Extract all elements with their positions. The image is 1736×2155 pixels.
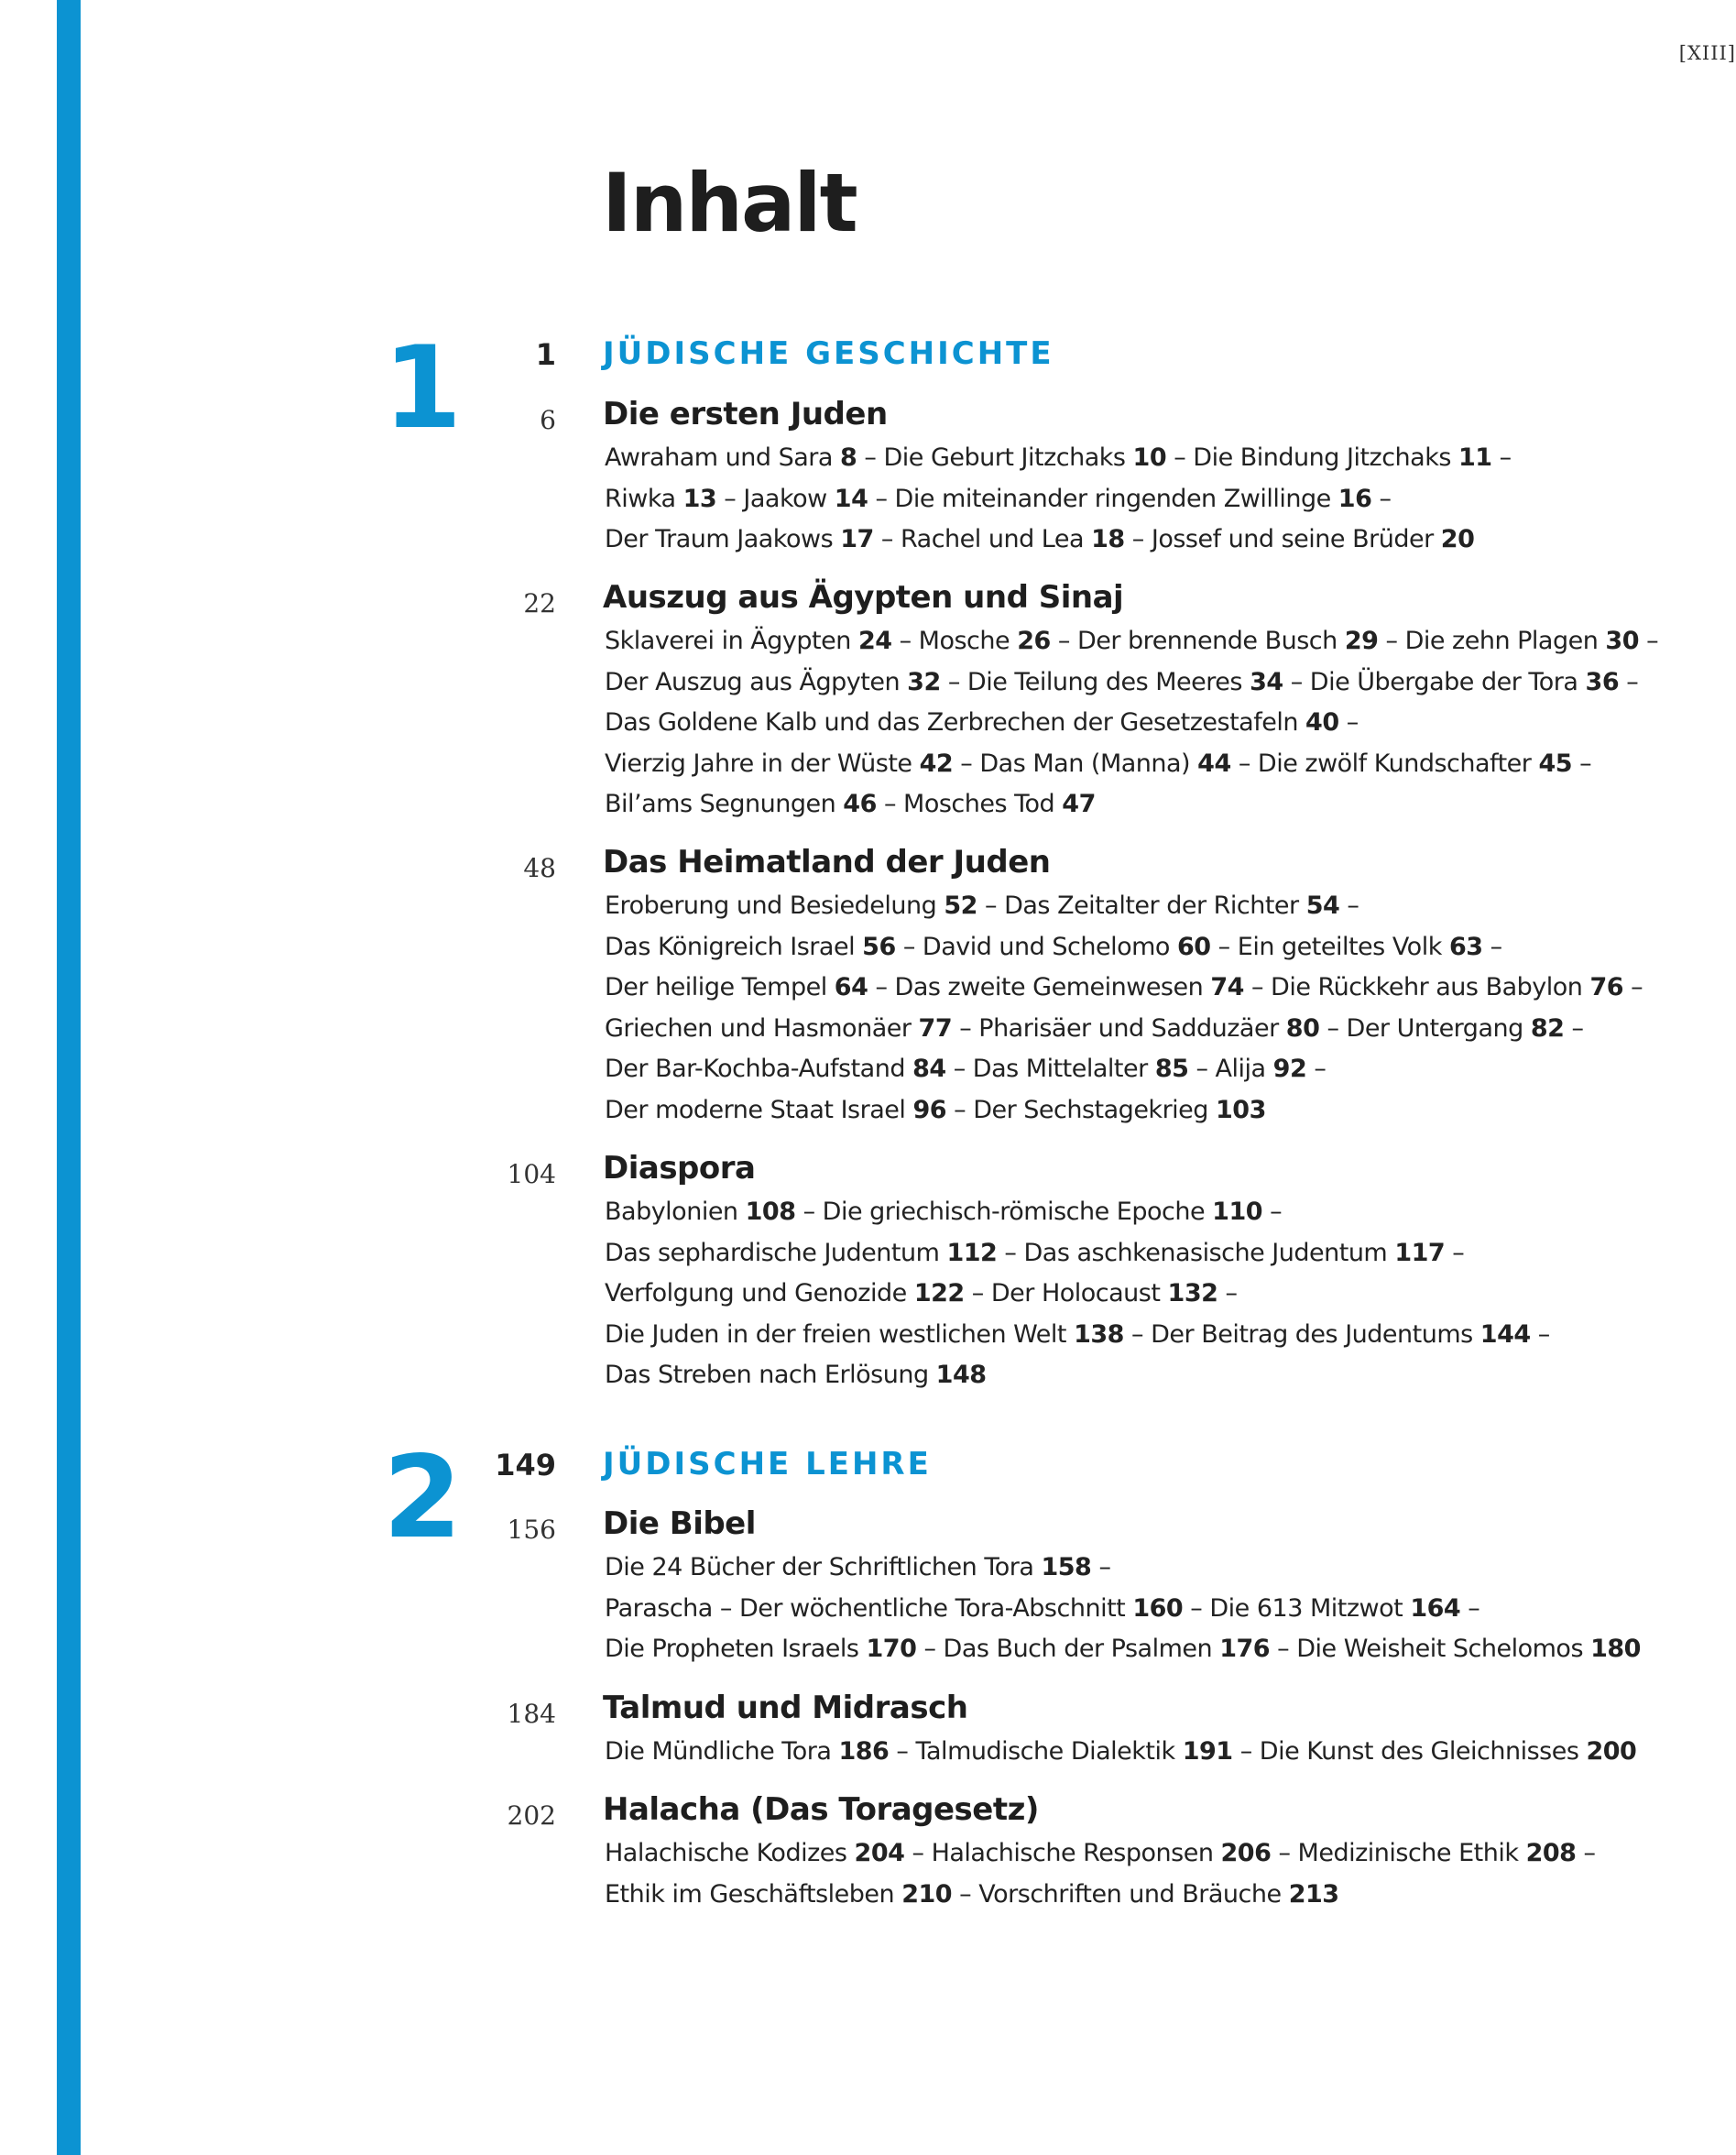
topic-line (605, 1355, 1550, 1396)
topic-page-number[interactable]: 45 (1538, 749, 1573, 778)
topic-text: Awraham und Sara (605, 443, 841, 472)
topic-text: – Der Untergang (1319, 1013, 1531, 1043)
topic-text: – Die Übergabe der Tora (1283, 667, 1586, 696)
topic-page-number[interactable]: 132 (1167, 1279, 1218, 1307)
topic-page-number[interactable]: 160 (1132, 1593, 1184, 1623)
topic-line (605, 520, 1512, 561)
chapter-topics (605, 1548, 1641, 1670)
topic-text: – Das Zeitalter der Richter (977, 892, 1306, 920)
topic-text: Der heilige Tempel (605, 973, 835, 1001)
topic-text: – Mosches Tod (876, 790, 1063, 818)
topic-text: – Der brennende Busch (1050, 627, 1345, 655)
topic-page-number[interactable]: 74 (1210, 973, 1244, 1001)
chapter-page-number: 202 (507, 1800, 556, 1831)
topic-page-number[interactable]: 36 (1585, 667, 1620, 696)
page-edge-color-bar (57, 0, 81, 2155)
topic-text: Eroberung und Besiedelung (605, 892, 944, 920)
topic-text: – (1371, 484, 1392, 513)
topic-page-number[interactable]: 8 (840, 443, 857, 472)
part-page-number: 149 (495, 1448, 556, 1482)
page-number-folio: [XIII] (1678, 42, 1736, 64)
topic-line (605, 1233, 1550, 1274)
topic-line (605, 1009, 1643, 1050)
topic-page-number[interactable]: 64 (834, 973, 868, 1001)
topic-text: – Das zweite Gemeinwesen (868, 973, 1211, 1001)
topic-text: – Pharisäer und Sadduzäer (952, 1013, 1286, 1043)
topic-page-number[interactable]: 176 (1219, 1635, 1271, 1663)
topic-text: – Der Holocaust (964, 1279, 1168, 1307)
topic-text: – Jaakow (716, 484, 835, 513)
topic-text: Der Traum Jaakows (605, 525, 841, 553)
topic-page-number[interactable]: 46 (843, 790, 877, 818)
part-number-2: 2 (383, 1432, 463, 1564)
topic-page-number[interactable]: 148 (935, 1361, 987, 1389)
chapter-title[interactable]: Diaspora (603, 1150, 756, 1187)
topic-text: Das Königreich Israel (605, 932, 863, 961)
topic-text: – Rachel und Lea (873, 525, 1092, 553)
topic-page-number[interactable]: 158 (1041, 1553, 1092, 1581)
topic-line (605, 744, 1658, 785)
topic-text: – (1217, 1279, 1238, 1307)
topic-page-number[interactable]: 76 (1589, 973, 1624, 1001)
chapter-page-number: 156 (507, 1515, 556, 1545)
topic-text: – Der Beitrag des Judentums (1123, 1319, 1480, 1349)
topic-text: – David und Schelomo (895, 932, 1178, 961)
topic-text: – Halachische Responsen (904, 1839, 1221, 1867)
topic-line (605, 886, 1643, 927)
topic-text: – Jossef und seine Brüder (1124, 525, 1441, 553)
topic-page-number[interactable]: 77 (918, 1013, 953, 1043)
topic-line (605, 438, 1512, 479)
chapter-topics (605, 1732, 1636, 1773)
part-number-1: 1 (383, 323, 463, 454)
topic-line (605, 1833, 1596, 1875)
topic-text: Das sephardische Judentum (605, 1238, 947, 1267)
topic-page-number[interactable]: 80 (1285, 1013, 1320, 1043)
topic-page-number[interactable]: 210 (901, 1879, 953, 1909)
topic-page-number[interactable]: 96 (912, 1095, 947, 1124)
topic-page-number[interactable]: 29 (1344, 627, 1379, 655)
topic-text: – Talmudische Dialektik (889, 1737, 1183, 1766)
topic-page-number[interactable]: 32 (907, 667, 941, 696)
part-heading-2[interactable] (0, 1444, 1736, 1484)
topic-text: – (1623, 973, 1643, 1001)
chapter-title[interactable]: Die ersten Juden (603, 396, 888, 432)
topic-page-number[interactable]: 47 (1062, 790, 1096, 818)
topic-text: – Die miteinander ringenden Zwillinge (868, 484, 1338, 513)
topic-page-number[interactable]: 112 (946, 1238, 998, 1267)
topic-line (605, 1274, 1550, 1315)
topic-page-number[interactable]: 138 (1074, 1319, 1124, 1349)
topic-page-number[interactable]: 144 (1479, 1319, 1531, 1349)
chapter-page-number: 184 (507, 1699, 556, 1729)
topic-line (605, 1875, 1596, 1916)
topic-text: – Ein geteiltes Volk (1210, 932, 1449, 961)
topic-text: Der moderne Staat Israel (605, 1095, 913, 1124)
topic-text: – (1338, 708, 1359, 737)
topic-page-number[interactable]: 92 (1272, 1055, 1307, 1083)
topic-page-number[interactable]: 26 (1017, 627, 1051, 655)
topic-text: – (1091, 1553, 1111, 1581)
topic-page-number[interactable]: 44 (1197, 749, 1231, 778)
topic-text: Halachische Kodizes (605, 1839, 855, 1867)
topic-text: – (1460, 1593, 1480, 1623)
topic-page-number[interactable]: 42 (919, 749, 954, 778)
topic-text: – (1339, 892, 1359, 920)
topic-page-number[interactable]: 63 (1448, 932, 1483, 961)
topic-page-number[interactable]: 30 (1605, 627, 1639, 655)
topic-text: Riwka (605, 484, 683, 513)
topic-text: – (1530, 1319, 1550, 1349)
chapter-title[interactable]: Halacha (Das Toragesetz) (603, 1791, 1039, 1828)
topic-text: – (1482, 932, 1502, 961)
topic-text: – (1262, 1198, 1283, 1226)
topic-page-number[interactable]: 110 (1212, 1198, 1263, 1226)
topic-text: – Die 613 Mitzwot (1183, 1593, 1411, 1623)
chapter-topics (605, 1192, 1550, 1396)
topic-page-number[interactable]: 14 (834, 484, 868, 513)
topic-line (605, 703, 1658, 744)
topic-line (605, 1315, 1550, 1356)
topic-line (605, 1732, 1636, 1773)
topic-text: Verfolgung und Genozide (605, 1279, 914, 1307)
topic-line (605, 927, 1643, 968)
topic-page-number[interactable]: 11 (1458, 443, 1492, 472)
topic-text: – (1491, 443, 1512, 472)
chapter-title[interactable]: Die Bibel (603, 1505, 756, 1542)
topic-text: – (1306, 1055, 1327, 1083)
topic-text: Die Juden in der freien westlichen Welt (605, 1319, 1075, 1349)
chapter-topics (605, 1833, 1596, 1915)
part-page-number: 1 (535, 337, 556, 372)
topic-page-number[interactable]: 60 (1177, 932, 1211, 961)
topic-page-number[interactable]: 18 (1091, 525, 1125, 553)
topic-text: – (1639, 627, 1659, 655)
topic-line (605, 1192, 1550, 1233)
topic-text: Das Goldene Kalb und das Zerbrechen der Gesetzestafeln (605, 708, 1306, 737)
topic-page-number[interactable]: 10 (1132, 443, 1167, 472)
chapter-page-number: 6 (540, 405, 556, 435)
topic-text: – Das Buch der Psalmen (916, 1635, 1220, 1663)
topic-line (605, 479, 1512, 520)
topic-text: Paraschа – Der wöchentliche Tora-Abschnitt (605, 1593, 1133, 1623)
part-title: JÜDISCHE LEHRE (603, 1446, 932, 1482)
topic-text: – Das Man (Manna) (953, 749, 1198, 778)
topic-text: – (1619, 667, 1639, 696)
chapter-page-number: 48 (523, 853, 556, 883)
topic-page-number[interactable]: 164 (1410, 1593, 1461, 1623)
topic-text: – (1564, 1013, 1584, 1043)
chapter-page-number: 104 (507, 1159, 556, 1189)
topic-text: – Die Weisheit Schelomos (1270, 1635, 1591, 1663)
topic-text: Ethik im Geschäftsleben (605, 1879, 902, 1909)
topic-page-number[interactable]: 54 (1305, 892, 1340, 920)
topic-page-number[interactable]: 84 (912, 1055, 946, 1083)
topic-line (605, 968, 1643, 1009)
topic-line (605, 1629, 1641, 1670)
topic-text: – Medizinische Ethik (1271, 1839, 1526, 1867)
topic-text: – (1445, 1238, 1465, 1267)
topic-page-number[interactable]: 117 (1394, 1238, 1446, 1267)
chapter-title[interactable]: Auszug aus Ägypten und Sinaj (603, 579, 1124, 616)
topic-text: Die Propheten Israels (605, 1635, 867, 1663)
topic-text: – (1576, 1839, 1596, 1867)
chapter-page-number: 22 (523, 588, 556, 618)
topic-page-number[interactable]: 208 (1525, 1839, 1577, 1867)
topic-text: Das Streben nach Erlösung (605, 1361, 936, 1389)
topic-text: – Vorschriften und Bräuche (952, 1879, 1289, 1909)
chapter-topics (605, 886, 1643, 1131)
topic-text: Der Bar-Kochba-Aufstand (605, 1055, 913, 1083)
topic-text: – Das Mittelalter (945, 1055, 1155, 1083)
topic-page-number[interactable]: 13 (682, 484, 717, 513)
topic-text: – Die Kunst des Gleichnisses (1232, 1737, 1587, 1766)
chapter-topics (605, 438, 1512, 561)
topic-text: – (1572, 749, 1592, 778)
page-title: Inhalt (602, 156, 857, 250)
topic-text: – Die Geburt Jitzchaks (857, 443, 1133, 472)
chapter-title[interactable]: Das Heimatland der Juden (603, 844, 1051, 881)
topic-page-number[interactable]: 52 (944, 892, 977, 920)
topic-text: Bil’ams Segnungen (605, 790, 844, 818)
topic-text: Vierzig Jahre in der Wüste (605, 749, 920, 778)
topic-page-number[interactable]: 16 (1337, 484, 1372, 513)
topic-line (605, 662, 1658, 704)
topic-text: – Der Sechstagekrieg (946, 1095, 1217, 1124)
topic-text: – Die zwölf Kundschafter (1230, 749, 1539, 778)
chapter-topics (605, 621, 1658, 826)
topic-line (605, 1049, 1643, 1090)
topic-text: – Das aschkenasische Judentum (997, 1238, 1395, 1267)
topic-page-number[interactable]: 200 (1586, 1737, 1637, 1766)
topic-page-number[interactable]: 122 (913, 1279, 965, 1307)
topic-line (605, 1548, 1641, 1589)
topic-page-number[interactable]: 204 (854, 1839, 905, 1867)
topic-text: Babylonien (605, 1198, 746, 1226)
topic-text: – Alija (1188, 1055, 1273, 1083)
topic-text: Der Auszug aus Ägpyten (605, 667, 908, 696)
topic-page-number[interactable]: 40 (1305, 708, 1339, 737)
topic-page-number[interactable]: 180 (1590, 1635, 1641, 1663)
topic-page-number[interactable]: 56 (862, 932, 896, 961)
topic-page-number[interactable]: 34 (1250, 667, 1283, 696)
topic-text: Die 24 Bücher der Schriftlichen Tora (605, 1553, 1042, 1581)
topic-page-number[interactable]: 108 (745, 1198, 796, 1226)
topic-line (605, 784, 1658, 826)
part-title: JÜDISCHE GESCHICHTE (603, 335, 1054, 372)
topic-page-number[interactable]: 24 (857, 627, 892, 655)
topic-text: – Die zehn Plagen (1378, 627, 1606, 655)
chapter-title[interactable]: Talmud und Midrasch (603, 1690, 968, 1726)
topic-text: – Die griechisch-römische Epoche (795, 1198, 1213, 1226)
topic-text: – Mosche (891, 627, 1018, 655)
topic-text: – Die Rückkehr aus Babylon (1243, 973, 1590, 1001)
topic-page-number[interactable]: 20 (1440, 525, 1475, 553)
topic-text: – Die Bindung Jitzchaks (1166, 443, 1458, 472)
topic-text: – Die Teilung des Meeres (940, 667, 1250, 696)
topic-line (605, 621, 1658, 662)
topic-text: Die Mündliche Tora (605, 1737, 839, 1766)
topic-page-number[interactable]: 206 (1220, 1839, 1272, 1867)
topic-page-number[interactable]: 17 (840, 525, 874, 553)
topic-page-number[interactable]: 85 (1154, 1055, 1189, 1083)
topic-page-number[interactable]: 82 (1530, 1013, 1565, 1043)
topic-page-number[interactable]: 186 (838, 1737, 890, 1766)
topic-page-number[interactable]: 213 (1288, 1879, 1339, 1909)
topic-page-number[interactable]: 170 (866, 1635, 917, 1663)
topic-text: Sklaverei in Ägypten (605, 627, 858, 655)
part-heading-1[interactable] (0, 334, 1736, 374)
topic-line (605, 1589, 1641, 1630)
topic-page-number[interactable]: 191 (1182, 1737, 1233, 1766)
topic-line (605, 1090, 1643, 1132)
topic-page-number[interactable]: 103 (1216, 1095, 1266, 1124)
topic-text: Griechen und Hasmonäer (605, 1013, 919, 1043)
